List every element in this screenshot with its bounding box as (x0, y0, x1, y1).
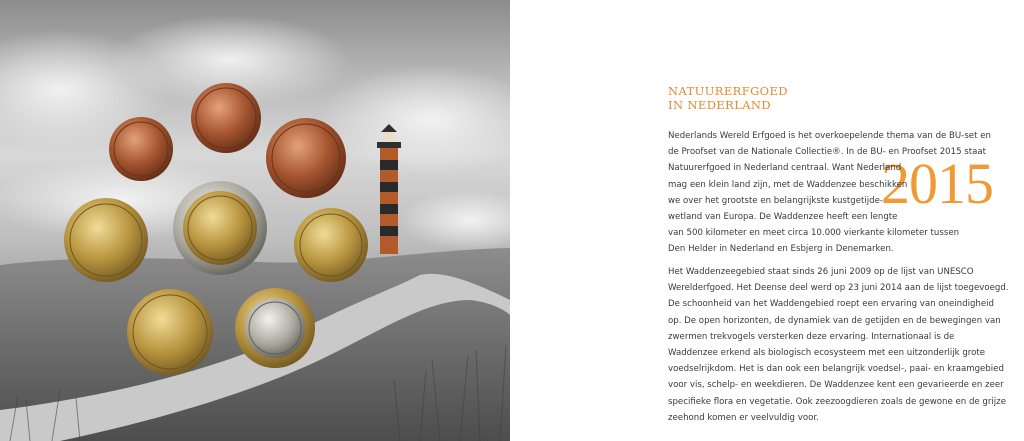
article-panel (510, 0, 1024, 441)
paragraph-line: mag een klein land zijn, met de Waddenzee beschikken (668, 179, 908, 190)
coin-1-euro (235, 288, 315, 368)
cloud (320, 65, 510, 175)
coin-2-euro (173, 181, 267, 275)
coin-10-cent (64, 198, 148, 282)
heading-line-2: IN NEDERLAND (668, 98, 772, 112)
year-label: 2015 (881, 151, 993, 216)
paragraph-intro (668, 128, 991, 258)
heading-line-1: NATUURERFGOED (668, 84, 788, 98)
paragraph-line: Waddenzee erkend als biologisch ecosysteem met een uitzonderlijk grote (668, 348, 986, 359)
paragraph-line: Het Waddenzeegebied staat sinds 26 juni 2009 op de lijst van UNESCO (668, 267, 974, 277)
cloud (400, 190, 510, 250)
article-heading (668, 84, 788, 112)
paragraph-unesco (668, 264, 1009, 426)
paragraph-line: we over het grootste en belangrijkste kustgetijde- (668, 195, 883, 206)
paragraph-line: De schoonheid van het Waddengebied roept een ervaring van oneindigheid (668, 299, 994, 310)
lighthouse (377, 124, 401, 254)
paragraph-line: wetland van Europa. De Waddenzee heeft een lengte (668, 212, 898, 223)
paragraph-line: zeehond komen er veelvuldig voor. (668, 412, 819, 423)
paragraph-line: voedselrijkdom. Het is dan ook een belangrijk voedsel-, paai- en kraamgebied (668, 364, 1004, 375)
paragraph-line: Werelderfgoed. Het Deense deel werd op 23 juni 2014 aan de lijst toegevoegd. (668, 283, 1009, 294)
coin-5-cent (266, 118, 346, 198)
paragraph-line: Natuurerfgoed in Nederland centraal. Want Nederland (668, 163, 902, 174)
paragraph-line: voor vis, schelp- en weekdieren. De Waddenzee kent een gevarieerde en zeer (668, 380, 1004, 391)
paragraph-line: van 500 kilometer en meet circa 10.000 vierkante kilometer tussen (668, 228, 960, 239)
coin-20-cent (294, 208, 368, 282)
paragraph-line: specifieke flora en vegetatie. Ook zeezoogdieren zoals de gewone en de grijze (668, 396, 1006, 407)
paragraph-line: op. De open horizonten, de dynamiek van de getijden en de bewegingen van (668, 315, 1001, 326)
coin-1-cent (109, 117, 173, 181)
photo-illustration (0, 0, 510, 441)
lighthouse-landscape-photo (0, 0, 510, 441)
paragraph-line: Nederlands Wereld Erfgoed is het overkoepelende thema van de BU-set en (668, 131, 991, 141)
coin-2-cent (191, 83, 261, 153)
coin-50-cent (127, 289, 213, 375)
paragraph-line: zwermen trekvogels versterken deze ervaring. Internationaal is de (668, 331, 955, 342)
paragraph-line: de Proofset van de Nationale Collectie®. In de BU- en Proofset 2015 staat (668, 147, 987, 158)
paragraph-line: Den Helder in Nederland en Esbjerg in Denemarken. (668, 244, 894, 255)
